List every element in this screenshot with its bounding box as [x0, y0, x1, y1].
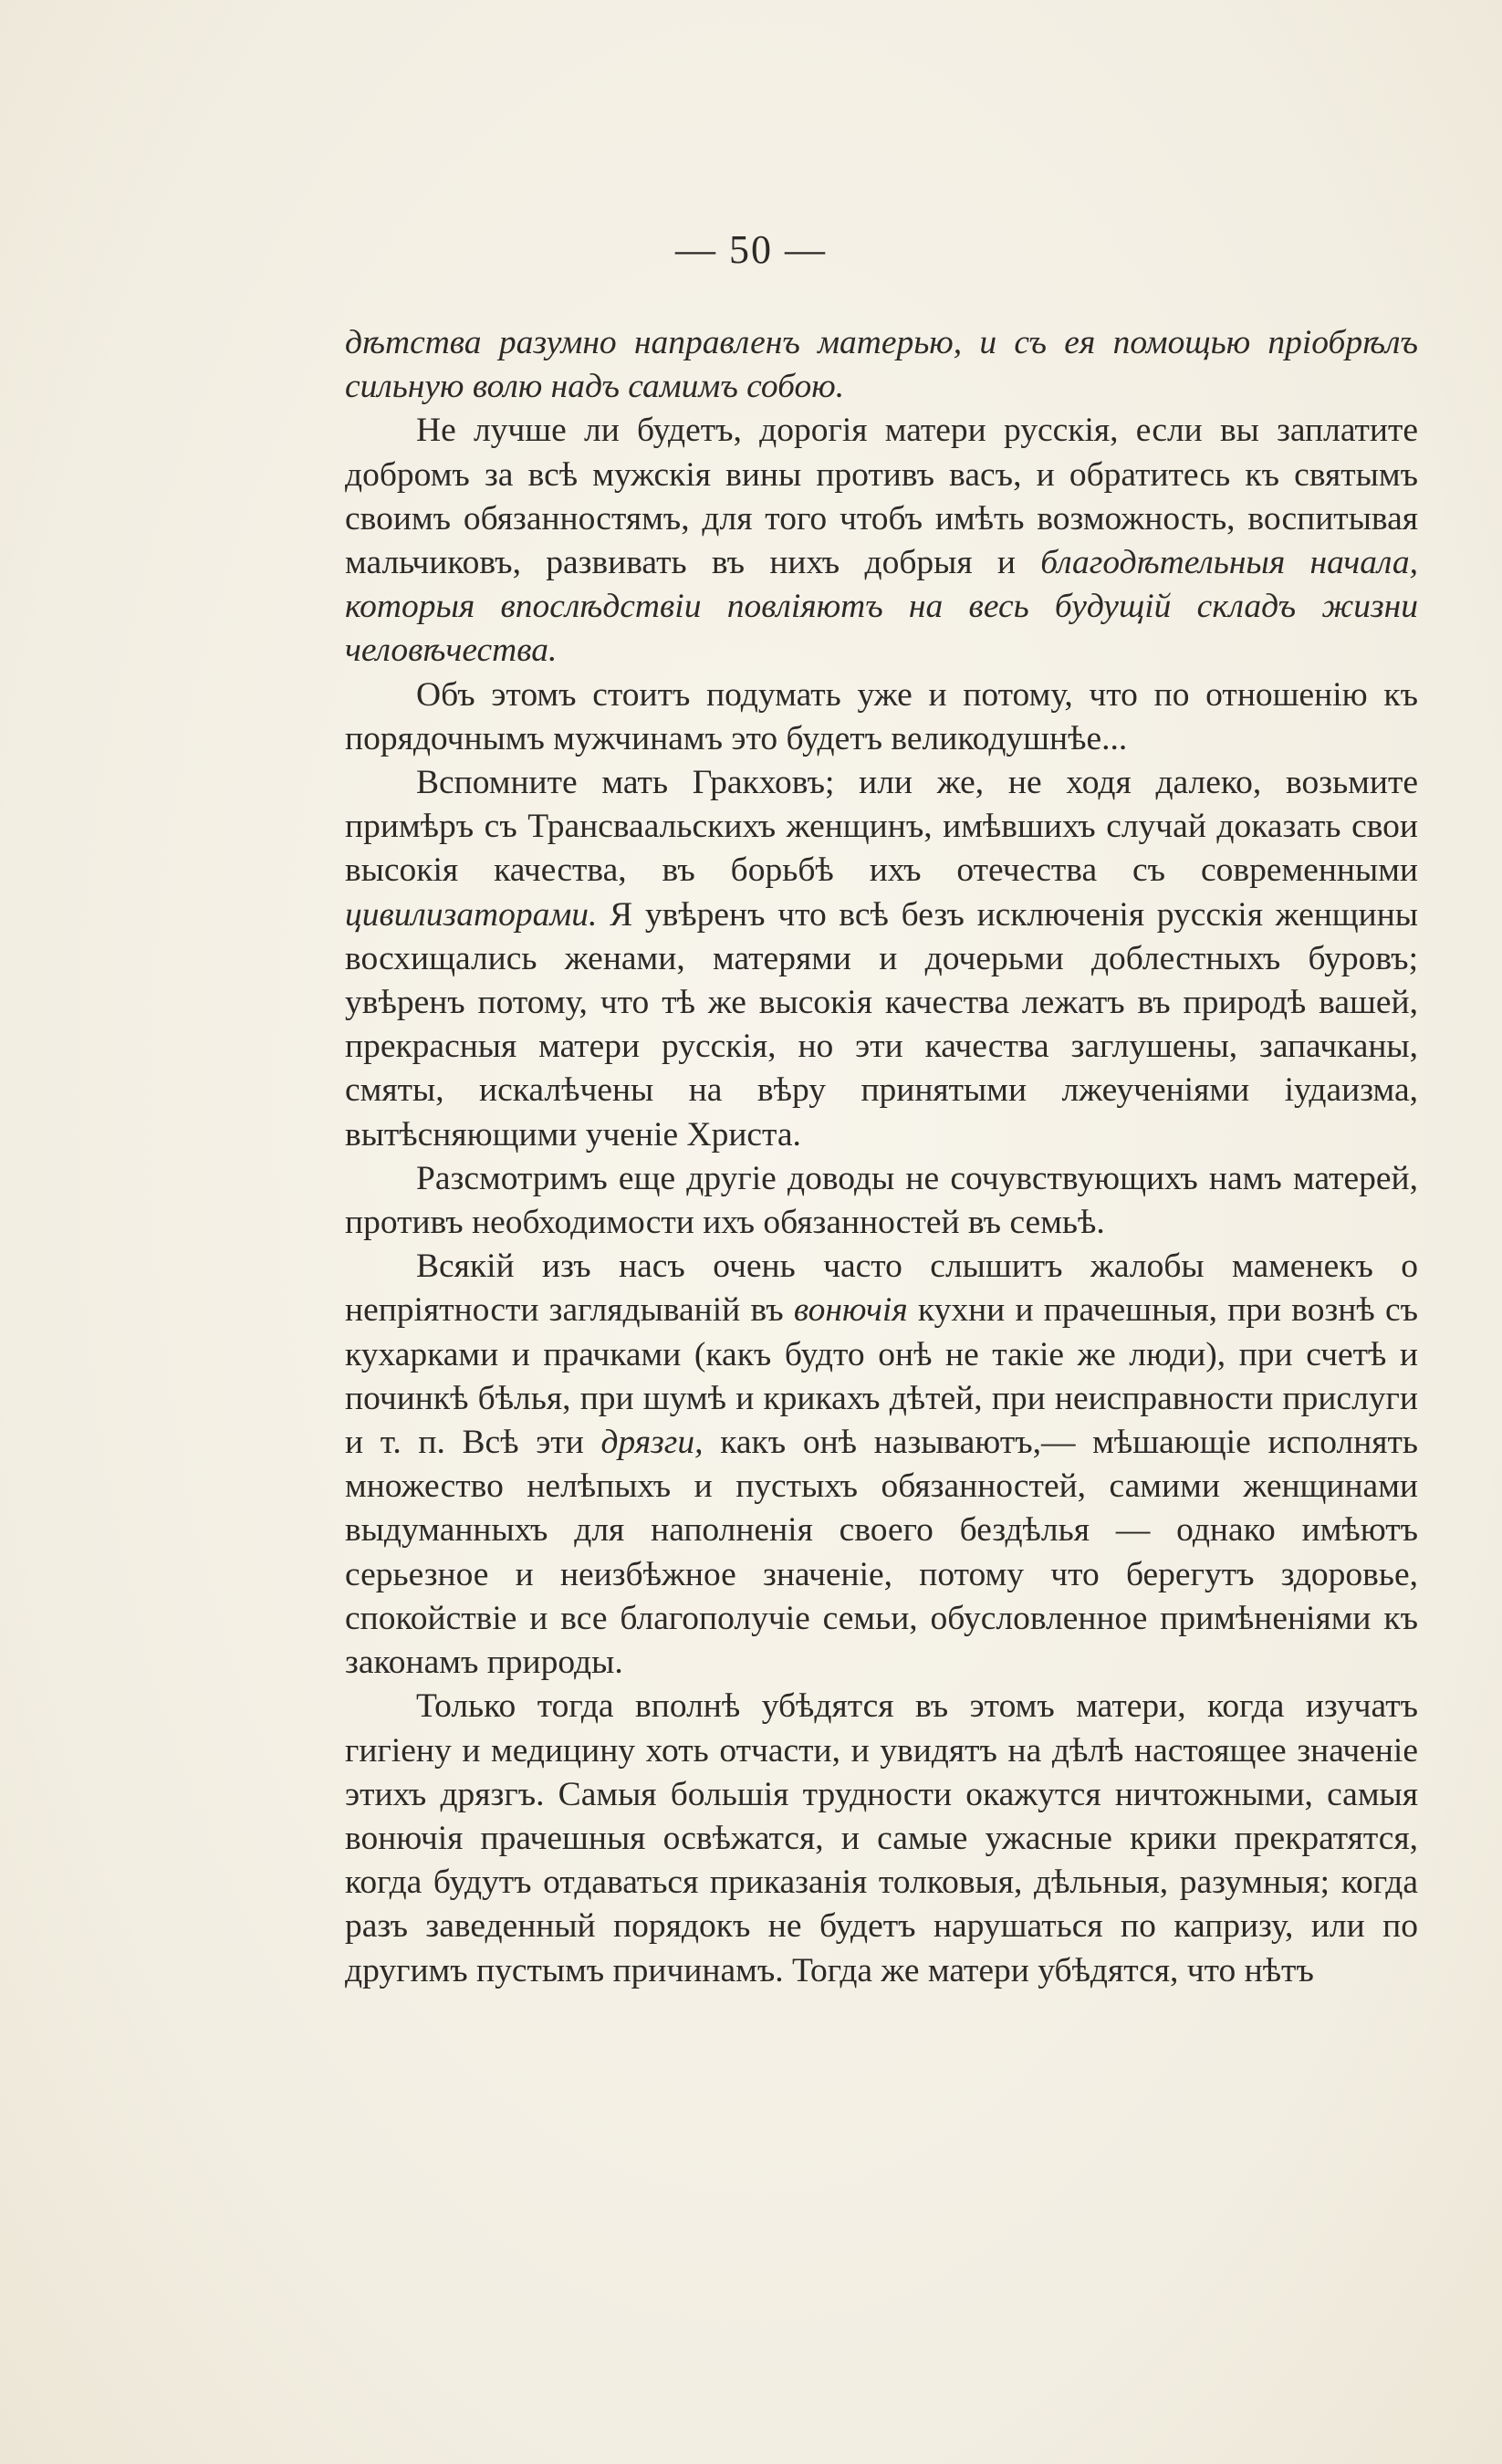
paragraph	[345, 1685, 1418, 1992]
body-text	[345, 321, 1418, 1993]
page-number: — 50 —	[675, 227, 827, 272]
italic-text: благодѣтельныя начала, которыя впослѣдствіи повліяютъ на весь будущій складъ жизни человѣчества.	[345, 544, 1418, 670]
paragraph	[345, 1245, 1418, 1685]
italic-text: цивилизаторами.	[345, 895, 598, 934]
text-segment: Разсмотримъ еще другіе доводы не сочувствующихъ намъ матерей, противъ необходимости ихъ обязанностей въ семьѣ.	[345, 1159, 1418, 1242]
paragraph	[345, 1157, 1418, 1245]
text-segment: кухни и прачешныя, при вознѣ съ кухарками и прачками (какъ будто онѣ не такіе же люди), при счетѣ и починкѣ бѣлья, при шумѣ и крикахъ дѣтей, при неисправности прислуги и т. п. Всѣ эти	[345, 1291, 1418, 1462]
italic-text: дрязги,	[600, 1424, 704, 1462]
text-segment: Вспомните мать Гракховъ; или же, не ходя далеко, возьмите примѣръ съ Трансваальскихъ женщинъ, имѣвшихъ случай доказать свои высокія качества, въ борьбѣ ихъ отечества съ современными	[345, 764, 1418, 890]
text-segment: Не лучше ли будетъ, дорогія матери русскія, если вы заплатите добромъ за всѣ мужскія вины противъ васъ, и обратитесь къ святымъ своимъ обязанностямъ, для того чтобъ имѣть возможность, воспитывая мальчиковъ, развивать въ нихъ добрыя и	[345, 412, 1418, 582]
text-segment: какъ онѣ называютъ,— мѣшающіе исполнять множество нелѣпыхъ и пустыхъ обязанностей, самими женщинами выдуманныхъ для наполненія своего бездѣлья — однако имѣютъ серьезное и неизбѣжное значеніе, потому что берегутъ здоровье, спокойствіе и все благополучіе семьи, обусловленное примѣненіями къ законамъ природы.	[345, 1424, 1418, 1682]
text-segment: Объ этомъ стоитъ подумать уже и потому, что по отношенію къ порядочнымъ мужчинамъ это будетъ великодушнѣе...	[345, 675, 1418, 757]
paragraph	[345, 761, 1418, 1157]
italic-text: вонючія	[793, 1291, 908, 1330]
paragraph	[345, 321, 1418, 409]
paragraph	[345, 409, 1418, 673]
text-segment: Всякій изъ насъ очень часто слышитъ жалобы маменекъ о непріятности заглядываній въ	[345, 1248, 1418, 1330]
paragraph	[345, 673, 1418, 761]
italic-text: дѣтства разумно направленъ матерью, и съ ея помощью пріобрѣлъ сильную волю надъ самимъ собою.	[345, 324, 1418, 406]
text-segment: Только тогда вполнѣ убѣдятся въ этомъ матери, когда изучатъ гигіену и медицину хоть отчасти, и увидятъ на дѣлѣ настоящее значеніе этихъ дрязгъ. Самыя большія трудности окажутся ничтожными, самыя вонючія прачешныя освѣжатся, и самые ужасные крики прекратятся, когда будутъ отдаваться приказанія толковыя, дѣльныя, разумныя; когда разъ заведенный порядокъ не будетъ нарушаться по капризу, или по другимъ пустымъ причинамъ. Тогда же матери убѣдятся, что нѣтъ	[345, 1687, 1418, 1989]
text-segment: Я увѣренъ что всѣ безъ исключенія русскія женщины восхищались женами, матерями и дочерьми доблестныхъ буровъ; увѣренъ потому, что тѣ же высокія качества лежатъ въ природѣ вашей, прекрасныя матери русскія, но эти качества заглушены, запачканы, смяты, искалѣчены на вѣру принятыми лжеученіями іудаизма, вытѣсняющими ученіе Христа.	[345, 895, 1418, 1154]
